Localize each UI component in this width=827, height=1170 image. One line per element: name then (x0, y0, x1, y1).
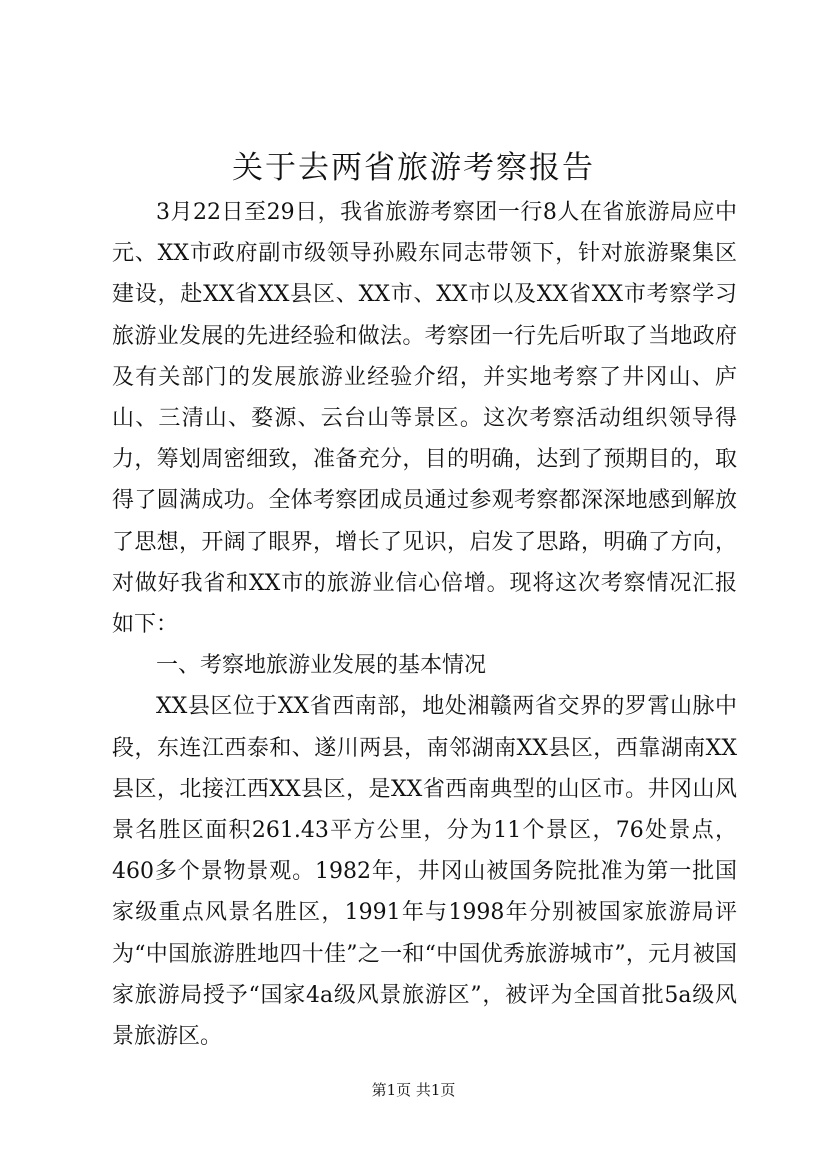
section-heading: 一、考察地旅游业发展的基本情况 (156, 653, 487, 679)
document-title: 关于去两省旅游考察报告 (232, 150, 595, 186)
paragraph-intro: 3月22日至29日，我省旅游考察团一行8人在省旅游局应中元、XX市政府副市级领导孙殿东同志带领下，针对旅游聚集区建设，赴XX省XX县区、XX市、XX市以及XX省XX市考察学习旅游业发展的先进经验和做法。考察团一行先后听取了当地政府及有关部门的发展旅游业经验介绍，并实地考察了井冈山、庐山、三清山、婺源、云台山等景区。这次考察活动组织领导得力，筹划周密细致，准备充分，目的明确，达到了预期目的，取得了圆满成功。全体考察团成员通过参观考察都深深地感到解放了思想，开阔了眼界，增长了见识，启发了思路，明确了方向，对做好我省和XX市的旅游业信心倍增。现将这次考察情况汇报如下： (112, 200, 737, 638)
document-body (112, 192, 737, 1057)
paragraph-section-1: XX县区位于XX省西南部，地处湘赣两省交界的罗霄山脉中段，东连江西泰和、遂川两县，南邻湖南XX县区，西靠湖南XX县区，北接江西XX县区，是XX省西南典型的山区市。井冈山风景名胜区面积261.43平方公里，分为11个景区，76处景点，460多个景物景观。1982年，井冈山被国务院批准为第一批国家级重点风景名胜区，1991年与1998年分别被国家旅游局评为“中国旅游胜地四十佳”之一和“中国优秀旅游城市”，元月被国家旅游局授予“国家4a级风景旅游区”，被评为全国首批5a级风景旅游区。 (112, 694, 737, 1050)
page-footer: 第1页 共1页 (371, 1081, 456, 1099)
